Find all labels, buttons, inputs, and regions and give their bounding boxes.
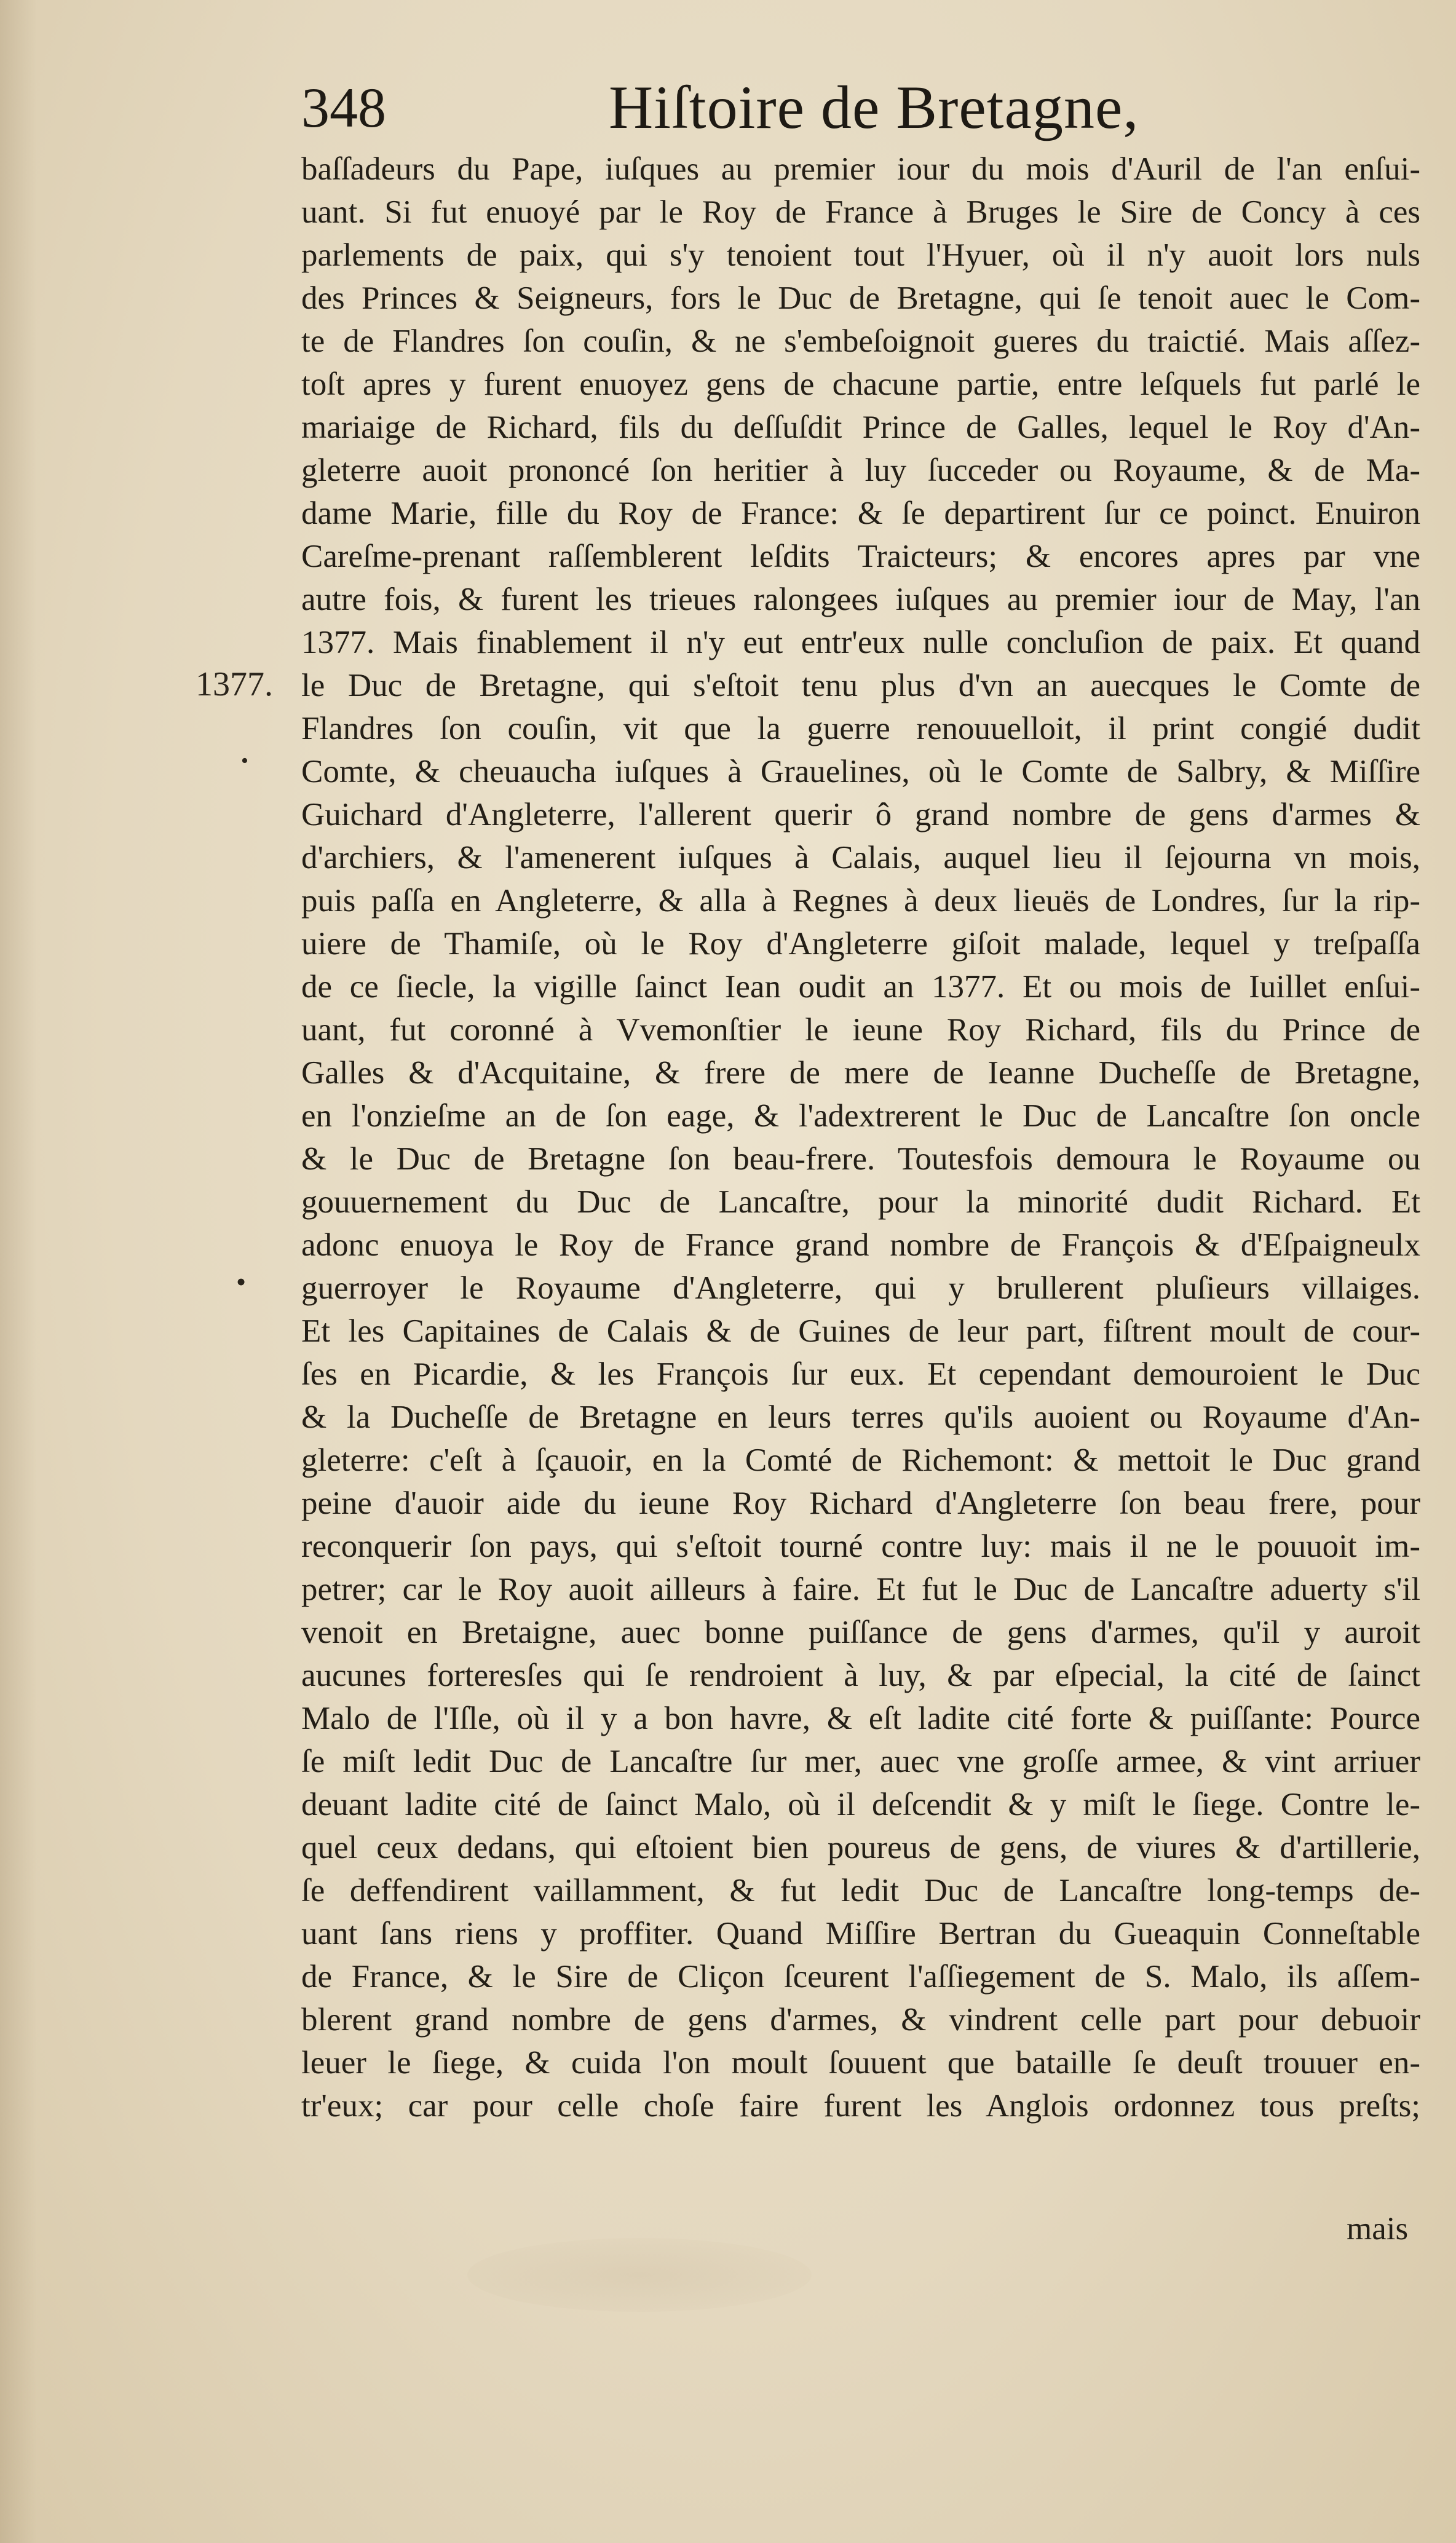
text-line: ſes en Picardie, & les François ſur eux. Et cependant demouroient le Duc <box>301 1356 1420 1392</box>
paper-stain <box>467 2238 812 2312</box>
text-line: & la Ducheſſe de Bretagne en leurs terres qu'ils auoient ou Royaume d'An- <box>301 1399 1420 1435</box>
text-line: leuer le ſiege, & cuida l'on moult ſouuent que bataille ſe deuſt trouuer en- <box>301 2045 1420 2081</box>
text-line: toſt apres y furent enuoyez gens de chacune partie, entre leſquels fut parlé le <box>301 366 1420 402</box>
text-line: ſe miſt ledit Duc de Lancaſtre ſur mer, auec vne groſſe armee, & vint arriuer <box>301 1744 1420 1779</box>
text-line: le Duc de Bretagne, qui s'eſtoit tenu plus d'vn an auecques le Comte de <box>301 668 1420 703</box>
margin-mark: • <box>236 1266 247 1297</box>
body-text <box>301 148 1420 2127</box>
text-line: reconquerir ſon pays, qui s'eſtoit tourné contre luy: mais il ne le pouuoit im- <box>301 1529 1420 1564</box>
text-line: dame Marie, fille du Roy de France: & ſe departirent ſur ce poinct. Enuiron <box>301 496 1420 531</box>
margin-year-note: 1377. <box>196 665 273 703</box>
text-line: uant, fut coronné à Vvemonſtier le ieune Roy Richard, fils du Prince de <box>301 1012 1420 1048</box>
text-line: blerent grand nombre de gens d'armes, & vindrent celle part pour debuoir <box>301 2002 1420 2038</box>
text-line: mariaige de Richard, fils du deſſuſdit Prince de Galles, lequel le Roy d'An- <box>301 409 1420 445</box>
text-line: gleterre: c'eſt à ſçauoir, en la Comté de Richemont: & mettoit le Duc grand <box>301 1442 1420 1478</box>
text-line: Galles & d'Acquitaine, & frere de mere de Ieanne Ducheſſe de Bretagne, <box>301 1055 1420 1091</box>
catchword: mais <box>1347 2211 1409 2247</box>
text-line: Malo de l'Iſle, où il y a bon havre, & eſt ladite cité forte & puiſſante: Pource <box>301 1701 1420 1736</box>
text-line: en l'onzieſme an de ſon eage, & l'adextrerent le Duc de Lancaſtre ſon oncle <box>301 1098 1420 1134</box>
text-line: deuant ladite cité de ſainct Malo, où il deſcendit & y miſt le ſiege. Contre le- <box>301 1787 1420 1822</box>
text-line: uant ſans riens y proffiter. Quand Miſſire Bertran du Gueaquin Conneſtable <box>301 1916 1420 1952</box>
text-line: te de Flandres ſon couſin, & ne s'embeſoignoit gueres du traictié. Mais aſſez- <box>301 323 1420 359</box>
text-line: quel ceux dedans, qui eſtoient bien poureus de gens, de viures & d'artillerie, <box>301 1830 1420 1865</box>
text-line: 1377. Mais finablement il n'y eut entr'eux nulle concluſion de paix. Et quand <box>301 625 1420 660</box>
text-line: parlements de paix, qui s'y tenoient tout l'Hyuer, où il n'y auoit lors nuls <box>301 237 1420 273</box>
text-line: puis paſſa en Angleterre, & alla à Regnes à deux lieuës de Londres, ſur la rip- <box>301 883 1420 919</box>
text-line: venoit en Bretaigne, auec bonne puiſſance de gens d'armes, qu'il y auroit <box>301 1615 1420 1650</box>
text-line: Guichard d'Angleterre, l'allerent querir ô grand nombre de gens d'armes & <box>301 797 1420 833</box>
text-line: uiere de Thamiſe, où le Roy d'Angleterre giſoit malade, lequel y treſpaſſa <box>301 926 1420 962</box>
text-line: de ce ſiecle, la vigille ſainct Iean oudit an 1377. Et ou mois de Iuillet enſui- <box>301 969 1420 1005</box>
text-line: Comte, & cheuaucha iuſques à Grauelines, où le Comte de Salbry, & Miſſire <box>301 754 1420 789</box>
text-line: baſſadeurs du Pape, iuſques au premier iour du mois d'Auril de l'an enſui- <box>301 151 1420 187</box>
running-title: Hiſtoire de Bretagne, <box>609 73 1139 141</box>
text-line: tr'eux; car pour celle choſe faire furent les Anglois ordonnez tous preſts; <box>301 2088 1420 2124</box>
page-header <box>301 74 1420 141</box>
text-line: de France, & le Sire de Cliçon ſceurent l'aſſiegement de S. Malo, ils aſſem- <box>301 1959 1420 1995</box>
text-line: petrer; car le Roy auoit ailleurs à faire. Et fut le Duc de Lancaſtre aduerty s'il <box>301 1572 1420 1607</box>
text-line: d'archiers, & l'amenerent iuſques à Calais, auquel lieu il ſejourna vn mois, <box>301 840 1420 876</box>
text-line: Careſme-prenant raſſemblerent leſdits Traicteurs; & encores apres par vne <box>301 539 1420 574</box>
text-line: & le Duc de Bretagne ſon beau-frere. Toutesfois demoura le Royaume ou <box>301 1141 1420 1177</box>
text-line: gleterre auoit prononcé ſon heritier à luy ſucceder ou Royaume, & de Ma- <box>301 453 1420 488</box>
text-line: ſe deffendirent vaillamment, & fut ledit Duc de Lancaſtre long-temps de- <box>301 1873 1420 1908</box>
text-line: uant. Si fut enuoyé par le Roy de France à Bruges le Sire de Concy à ces <box>301 194 1420 230</box>
page-number: 348 <box>301 76 386 139</box>
text-line: gouuernement du Duc de Lancaſtre, pour la minorité dudit Richard. Et <box>301 1184 1420 1220</box>
text-line: des Princes & Seigneurs, fors le Duc de Bretagne, qui ſe tenoit auec le Com- <box>301 280 1420 316</box>
text-line: adonc enuoya le Roy de France grand nombre de François & d'Eſpaigneulx <box>301 1227 1420 1263</box>
text-line: aucunes forteresſes qui ſe rendroient à luy, & par eſpecial, la cité de ſainct <box>301 1658 1420 1693</box>
margin-mark: • <box>241 749 248 772</box>
text-line: autre fois, & furent les trieues ralongees iuſques au premier iour de May, l'an <box>301 582 1420 617</box>
text-line: guerroyer le Royaume d'Angleterre, qui y brullerent pluſieurs villaiges. <box>301 1270 1420 1306</box>
text-line: peine d'auoir aide du ieune Roy Richard d'Angleterre ſon beau frere, pour <box>301 1485 1420 1521</box>
text-line: Flandres ſon couſin, vit que la guerre renouuelloit, il print congié dudit <box>301 711 1420 746</box>
text-line: Et les Capitaines de Calais & de Guines de leur part, fiſtrent moult de cour- <box>301 1313 1420 1349</box>
